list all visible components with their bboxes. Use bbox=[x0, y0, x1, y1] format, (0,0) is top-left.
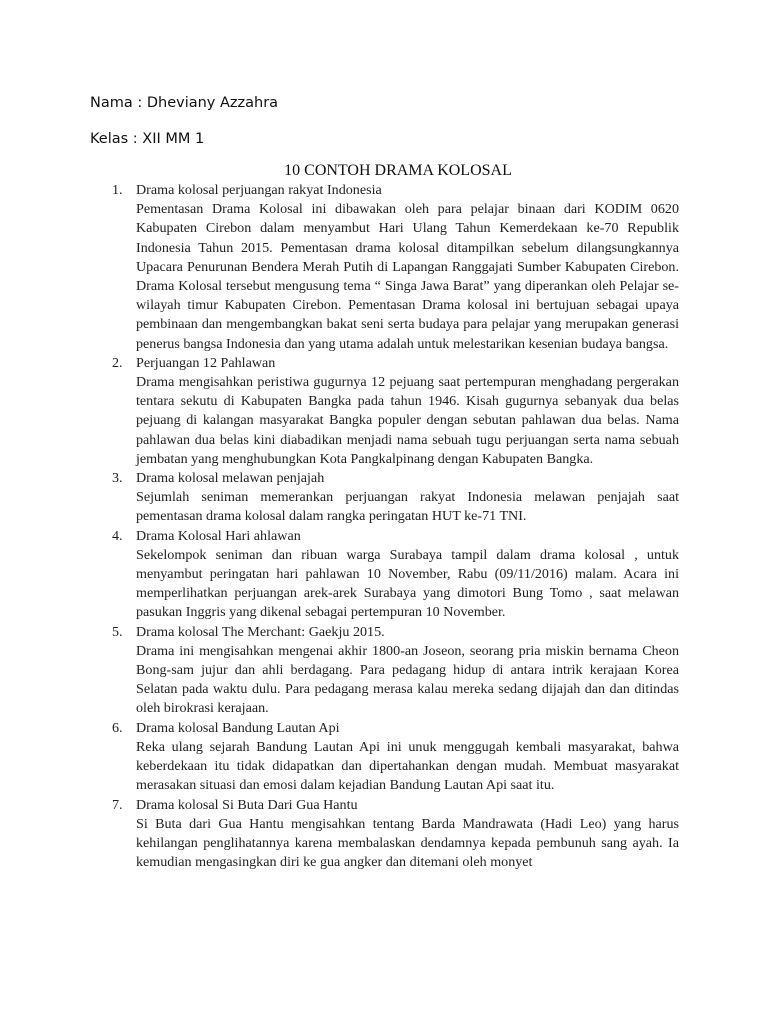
item-number: 4. bbox=[112, 527, 123, 544]
item-title: Drama kolosal Si Buta Dari Gua Hantu bbox=[136, 796, 358, 813]
item-description: Sekelompok seniman dan ribuan warga Surabaya tampil dalam drama kolosal , untuk menyambut peringatan hari pahlawan 10 November, Rabu (09/11/2016) malam. Acara ini memperlihatkan perjuangan arek-arek Surabaya yang dimotori Bung Tomo , saat melawan pasukan Inggris yang dikenal sebagai pertempuran 10 November. bbox=[136, 546, 679, 621]
student-class-line: Kelas : XII MM 1 bbox=[90, 131, 205, 147]
item-description: Reka ulang sejarah Bandung Lautan Api ini unuk menggugah kembali masyarakat, bahwa keberdekaan itu tidak didapatkan dan dipertahankan dengan mudah. Membuat masyarakat merasakan situasi dan emosi dalam kejadian Bandung Lautan Api saat itu. bbox=[136, 738, 679, 794]
list-item bbox=[112, 719, 679, 796]
item-number: 5. bbox=[112, 623, 123, 640]
item-title: Perjuangan 12 Pahlawan bbox=[136, 354, 276, 371]
item-number: 2. bbox=[112, 354, 123, 371]
item-title: Drama kolosal perjuangan rakyat Indonesia bbox=[136, 182, 382, 198]
item-number: 3. bbox=[112, 470, 123, 487]
list-item bbox=[112, 354, 679, 469]
list-item bbox=[112, 796, 679, 873]
item-description: Drama mengisahkan peristiwa gugurnya 12 pejuang saat pertempuran menghadang pergerakan tentara sekutu di Kabupaten Bangka pada tahun 1946. Kisah gugurnya sebanyak dua belas pejuang di kalangan masyarakat Bangka populer dengan sebutan pahlawan dua belas. Nama pahlawan dua belas kini diabadikan menjadi nama sebuah tugu perjuangan serta nama sebuah jembatan yang menghubungkan Kota Pangkalpinang dengan Kabupaten Bangka. bbox=[136, 374, 679, 467]
list-item bbox=[112, 181, 679, 354]
item-description: Drama ini mengisahkan mengenai akhir 1800-an Joseon, seorang pria miskin bernama Cheon Bong-sam jujur dan ahli berdagang. Para pedagang hidup di antara intrik kerajaan Korea Selatan pada waktu dulu. Para pedagang merasa kalau mereka sedang dijajah dan dan ditindas oleh birokrasi kerajaan. bbox=[136, 642, 679, 717]
list-item bbox=[112, 469, 679, 527]
drama-list bbox=[112, 181, 679, 872]
student-name-line: Nama : Dheviany Azzahra bbox=[90, 95, 279, 111]
item-description: Sejumlah seniman memerankan perjuangan rakyat Indonesia melawan penjajah saat pementasan drama kolosal dalam rangka peringatan HUT ke-71 TNI. bbox=[136, 489, 679, 525]
item-description: Pementasan Drama Kolosal ini dibawakan oleh para pelajar binaan dari KODIM 0620 Kabupaten Cirebon dalam menyambut Hari Ulang Tahun Kemerdekaan ke-70 Republik Indonesia Tahun 2015. Pementasan drama kolosal ditampilkan sebelum dilangsungkannya Upacara Penurunan Bendera Merah Putih di Lapangan Ranggajati Sumber Kabupaten Cirebon. Drama Kolosal tersebut mengusung tema “ Singa Jawa Barat” yang diperankan oleh Pelajar se-wilayah timur Kabupaten Cirebon. Pementasan Drama kolosal ini bertujuan sebagai upaya pembinaan dan mengembangkan bakat seni serta budaya para pelajar yang merupakan generasi penerus bangsa Indonesia dan yang utama adalah untuk melestarikan kesenian budaya bangsa. bbox=[136, 201, 679, 352]
item-number: 1. bbox=[112, 182, 123, 198]
item-title: Drama kolosal The Merchant: Gaekju 2015. bbox=[136, 623, 385, 640]
item-title: Drama kolosal Bandung Lautan Api bbox=[136, 719, 340, 736]
item-description: Si Buta dari Gua Hantu mengisahkan tentang Barda Mandrawata (Hadi Leo) yang harus kehilangan penglihatannya karena membalaskan dendamnya kepada pembunuh sang ayah. Ia kemudian mengasingkan diri ke gua angker dan ditemani oleh monyet bbox=[136, 815, 679, 871]
document-title: 10 CONTOH DRAMA KOLOSAL bbox=[284, 162, 512, 179]
item-title: Drama kolosal melawan penjajah bbox=[136, 470, 325, 487]
list-item bbox=[112, 527, 679, 623]
item-number: 6. bbox=[112, 719, 123, 736]
item-number: 7. bbox=[112, 796, 123, 813]
list-item bbox=[112, 623, 679, 719]
item-title: Drama Kolosal Hari ahlawan bbox=[136, 527, 301, 544]
